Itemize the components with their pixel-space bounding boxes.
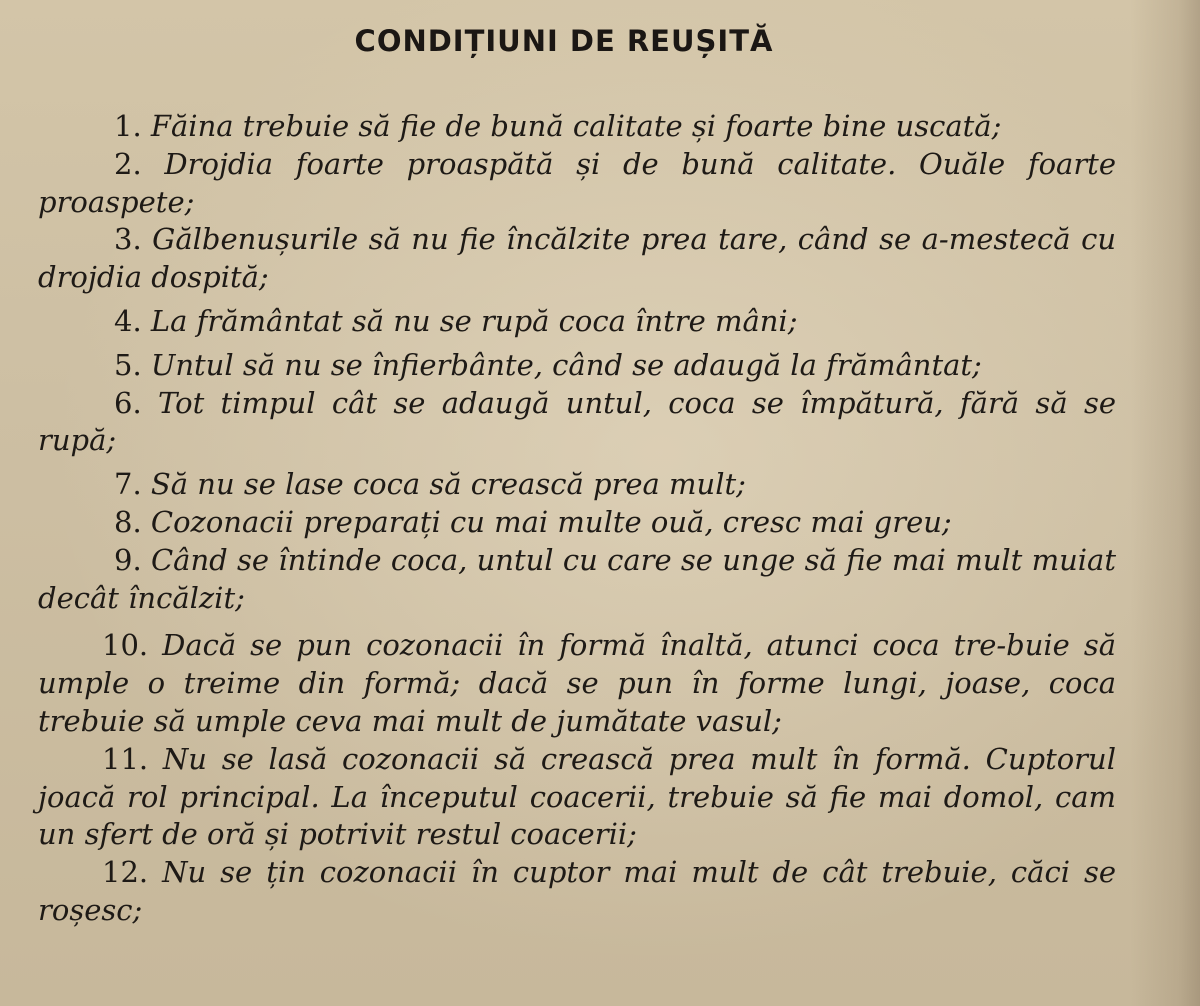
item-text: Untul să nu se înfierbânte, când se adaugă la frământat; bbox=[150, 347, 982, 382]
list-item bbox=[38, 627, 1116, 740]
item-number: 7. bbox=[114, 467, 142, 502]
item-text: Când se întinde coca, untul cu care se unge să fie mai mult muiat decât încălzit; bbox=[38, 542, 1117, 615]
item-number: 12. bbox=[102, 855, 149, 890]
item-number: 9. bbox=[114, 542, 142, 577]
item-number: 5. bbox=[114, 347, 142, 382]
list-item bbox=[38, 854, 1116, 930]
item-number: 4. bbox=[114, 303, 142, 338]
item-text: La frământat să nu se rupă coca între mâni; bbox=[150, 303, 798, 338]
list-item bbox=[38, 504, 1116, 542]
list-item bbox=[38, 108, 1116, 146]
item-text: Făina trebuie să fie de bună calitate și foarte bine uscată; bbox=[150, 109, 1002, 143]
item-number: 6. bbox=[114, 385, 142, 420]
page-title: CONDIȚIUNI DE REUȘITĂ bbox=[354, 24, 774, 58]
list-item bbox=[38, 347, 1116, 385]
item-text: Drojdia foarte proaspătă și de bună calitate. Ouăle foarte proaspete; bbox=[38, 146, 1116, 219]
item-number: 10. bbox=[102, 628, 149, 663]
item-text: Tot timpul cât se adaugă untul, coca se împătură, fără să se rupă; bbox=[38, 385, 1116, 458]
item-number: 8. bbox=[114, 504, 142, 539]
item-text: Să nu se lase coca să crească prea mult; bbox=[150, 467, 746, 502]
list-item bbox=[38, 466, 1116, 504]
item-text: Gălbenușurile să nu fie încălzite prea tare, când se a-mestecă cu drojdia dospită; bbox=[38, 222, 1116, 295]
item-number: 2. bbox=[114, 146, 142, 181]
item-text: Nu se țin cozonacii în cuptor mai mult de cât trebuie, căci se roșesc; bbox=[38, 855, 1117, 927]
list-item bbox=[38, 741, 1116, 854]
conditions-list bbox=[38, 108, 1116, 930]
item-text: Nu se lasă cozonacii să crească prea mult în formă. Cuptorul joacă rol principal. La începutul coacerii, trebuie să fie mai domol, cam un sfert de oră și potrivit restul coacerii; bbox=[38, 741, 1116, 852]
list-item bbox=[38, 303, 1116, 341]
list-item bbox=[38, 146, 1116, 222]
item-number: 3. bbox=[114, 222, 142, 257]
list-item bbox=[38, 385, 1116, 461]
list-item bbox=[38, 542, 1116, 618]
item-text: Cozonacii preparați cu mai multe ouă, cresc mai greu; bbox=[150, 504, 952, 539]
page-spine-shadow bbox=[1130, 0, 1200, 1006]
list-item bbox=[38, 221, 1116, 297]
item-text: Dacă se pun cozonacii în formă înaltă, atunci coca tre-buie să umple o treime din formă; dacă se pun în forme lungi, joase, coca trebuie să umple ceva mai mult de jumătate vasul; bbox=[38, 628, 1117, 738]
item-number: 1. bbox=[114, 109, 142, 143]
item-number: 11. bbox=[102, 741, 149, 776]
